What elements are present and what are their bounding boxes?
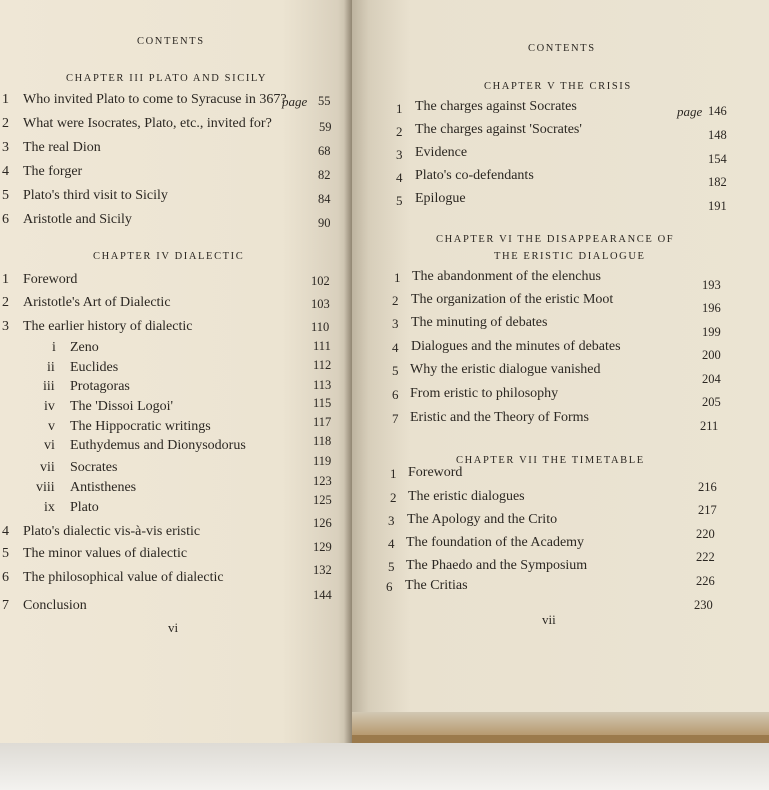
entry-page: 119 — [313, 454, 332, 468]
entry-number: 5 — [2, 188, 9, 203]
entry-number: iv — [44, 399, 55, 414]
entry-page: 230 — [694, 598, 713, 612]
entry-number: v — [48, 419, 55, 434]
entry-title: From eristic to philosophy — [410, 386, 559, 401]
entry-number: iii — [43, 379, 55, 394]
entry-number: 4 — [392, 340, 399, 355]
entry-page: 154 — [708, 152, 727, 166]
entry-number: 2 — [392, 293, 399, 308]
entry-page: 199 — [702, 325, 721, 339]
entry-number: i — [52, 340, 56, 355]
entry-number: 3 — [392, 316, 399, 331]
entry-number: 3 — [388, 513, 395, 528]
entry-page: 217 — [698, 503, 717, 517]
left-page — [0, 0, 352, 745]
left-folio: vi — [168, 620, 179, 635]
entry-page: 125 — [313, 493, 332, 507]
chapter-6-heading: CHAPTER VI THE DISAPPEARANCE OF — [436, 234, 675, 245]
entry-page: 129 — [313, 540, 332, 554]
entry-page: 216 — [698, 480, 717, 494]
entry-number: 3 — [2, 319, 9, 334]
entry-title: Euclides — [70, 360, 119, 375]
entry-number: viii — [36, 480, 55, 495]
entry-page: 144 — [313, 588, 332, 602]
entry-title: Protagoras — [70, 379, 130, 394]
entry-title: Plato — [70, 500, 99, 515]
entry-title: What were Isocrates, Plato, etc., invited for? — [23, 116, 272, 131]
entry-page: 90 — [318, 216, 331, 230]
entry-number: 2 — [396, 124, 403, 139]
entry-page: 111 — [313, 339, 331, 353]
entry-number: 1 — [2, 272, 9, 287]
entry-page: 191 — [708, 199, 727, 213]
page-word: page — [677, 104, 703, 119]
entry-title: Socrates — [70, 460, 118, 475]
entry-number: 4 — [2, 524, 9, 539]
entry-page: 146 — [708, 104, 727, 118]
entry-page: 204 — [702, 372, 721, 386]
chapter-6-heading-line-2: THE ERISTIC DIALOGUE — [494, 251, 646, 262]
entry-number: 1 — [394, 270, 401, 285]
entry-number: ii — [47, 360, 55, 375]
entry-title: The eristic dialogues — [408, 489, 525, 504]
entry-title: Plato's dialectic vis-à-vis eristic — [23, 524, 201, 539]
entry-number: 2 — [2, 116, 9, 131]
entry-title: The Critias — [405, 578, 468, 593]
entry-page: 148 — [708, 128, 727, 142]
entry-title: Dialogues and the minutes of debates — [411, 339, 621, 354]
entry-page: 182 — [708, 175, 727, 189]
entry-number: 1 — [396, 101, 403, 116]
entry-page: 200 — [702, 348, 721, 362]
entry-title: The Apology and the Crito — [407, 512, 558, 527]
page-word: page — [282, 94, 308, 109]
entry-page: 110 — [311, 320, 330, 334]
entry-title: The organization of the eristic Moot — [411, 292, 614, 307]
entry-page: 196 — [702, 301, 721, 315]
chapter-3-heading: CHAPTER III PLATO AND SICILY — [66, 73, 268, 84]
entry-title: The charges against Socrates — [415, 99, 577, 114]
entry-page: 211 — [700, 419, 719, 433]
entry-page: 103 — [311, 297, 330, 311]
left-running-head: CONTENTS — [137, 36, 205, 47]
entry-page: 112 — [313, 358, 332, 372]
entry-title: Plato's third visit to Sicily — [23, 188, 168, 203]
entry-page: 117 — [313, 415, 332, 429]
entry-number: 7 — [2, 598, 9, 613]
entry-title: The minor values of dialectic — [23, 546, 188, 561]
entry-page: 59 — [319, 120, 332, 134]
entry-title: Aristotle's Art of Dialectic — [23, 295, 171, 310]
book-cover-bottom — [352, 735, 769, 743]
entry-number: 4 — [2, 164, 9, 179]
table-surface — [0, 743, 769, 790]
entry-page: 226 — [696, 574, 715, 588]
entry-page: 132 — [313, 563, 332, 577]
chapter-4-heading: CHAPTER IV DIALECTIC — [93, 251, 245, 262]
right-running-head: CONTENTS — [528, 43, 596, 54]
chapter-5-heading: CHAPTER V THE CRISIS — [484, 81, 632, 92]
entry-page: 115 — [313, 396, 332, 410]
entry-number: 4 — [396, 170, 403, 185]
entry-number: 2 — [390, 490, 397, 505]
entry-number: 4 — [388, 536, 395, 551]
entry-title: Why the eristic dialogue vanished — [410, 362, 601, 377]
entry-number: ix — [44, 500, 55, 515]
entry-title: The philosophical value of dialectic — [23, 570, 224, 585]
entry-page: 55 — [318, 94, 331, 108]
entry-title: The real Dion — [23, 140, 101, 155]
entry-title: The minuting of debates — [411, 315, 548, 330]
entry-page: 68 — [318, 144, 331, 158]
entry-number: 2 — [2, 295, 9, 310]
entry-title: Plato's co-defendants — [415, 168, 534, 183]
entry-number: 3 — [396, 147, 403, 162]
entry-title: Aristotle and Sicily — [23, 212, 132, 227]
entry-page: 84 — [318, 192, 331, 206]
entry-title: Who invited Plato to come to Syracuse in 367? — [23, 92, 287, 107]
entry-page: 193 — [702, 278, 721, 292]
entry-number: 5 — [2, 546, 9, 561]
right-folio: vii — [542, 612, 556, 627]
entry-title: Eristic and the Theory of Forms — [410, 410, 589, 425]
entry-number: 5 — [396, 193, 403, 208]
entry-number: 6 — [2, 570, 9, 585]
entry-page: 82 — [318, 168, 331, 182]
entry-page: 102 — [311, 274, 330, 288]
entry-number: 6 — [386, 579, 393, 594]
entry-title: The Hippocratic writings — [70, 419, 211, 434]
entry-title: Conclusion — [23, 598, 87, 613]
entry-title: Antisthenes — [70, 480, 137, 495]
entry-page: 205 — [702, 395, 721, 409]
entry-number: vii — [40, 460, 55, 475]
right-page — [352, 0, 769, 735]
entry-page: 220 — [696, 527, 715, 541]
entry-title: Epilogue — [415, 191, 466, 206]
entry-page: 113 — [313, 378, 332, 392]
entry-number: 5 — [388, 559, 395, 574]
entry-number: 6 — [2, 212, 9, 227]
entry-page: 123 — [313, 474, 332, 488]
entry-number: 6 — [392, 387, 399, 402]
entry-number: vi — [44, 438, 55, 453]
entry-page: 126 — [313, 516, 332, 530]
entry-title: Zeno — [70, 340, 99, 355]
entry-title: Foreword — [408, 465, 463, 480]
book-cover-edge — [352, 712, 769, 735]
entry-title: The earlier history of dialectic — [23, 319, 193, 334]
entry-title: The Phaedo and the Symposium — [406, 558, 588, 573]
chapter-7-heading: CHAPTER VII THE TIMETABLE — [456, 455, 645, 466]
entry-title: Foreword — [23, 272, 78, 287]
entry-title: The charges against 'Socrates' — [415, 122, 582, 137]
entry-title: The 'Dissoi Logoi' — [70, 399, 174, 414]
entry-title: Euthydemus and Dionysodorus — [70, 438, 246, 453]
entry-number: 1 — [2, 92, 9, 107]
entry-title: The abandonment of the elenchus — [412, 269, 601, 284]
entry-title: The forger — [23, 164, 83, 179]
entry-number: 7 — [392, 411, 399, 426]
entry-number: 1 — [390, 466, 397, 481]
entry-page: 222 — [696, 550, 715, 564]
entry-number: 3 — [2, 140, 9, 155]
entry-page: 118 — [313, 434, 332, 448]
entry-title: Evidence — [415, 145, 468, 160]
entry-number: 5 — [392, 363, 399, 378]
entry-title: The foundation of the Academy — [406, 535, 585, 550]
